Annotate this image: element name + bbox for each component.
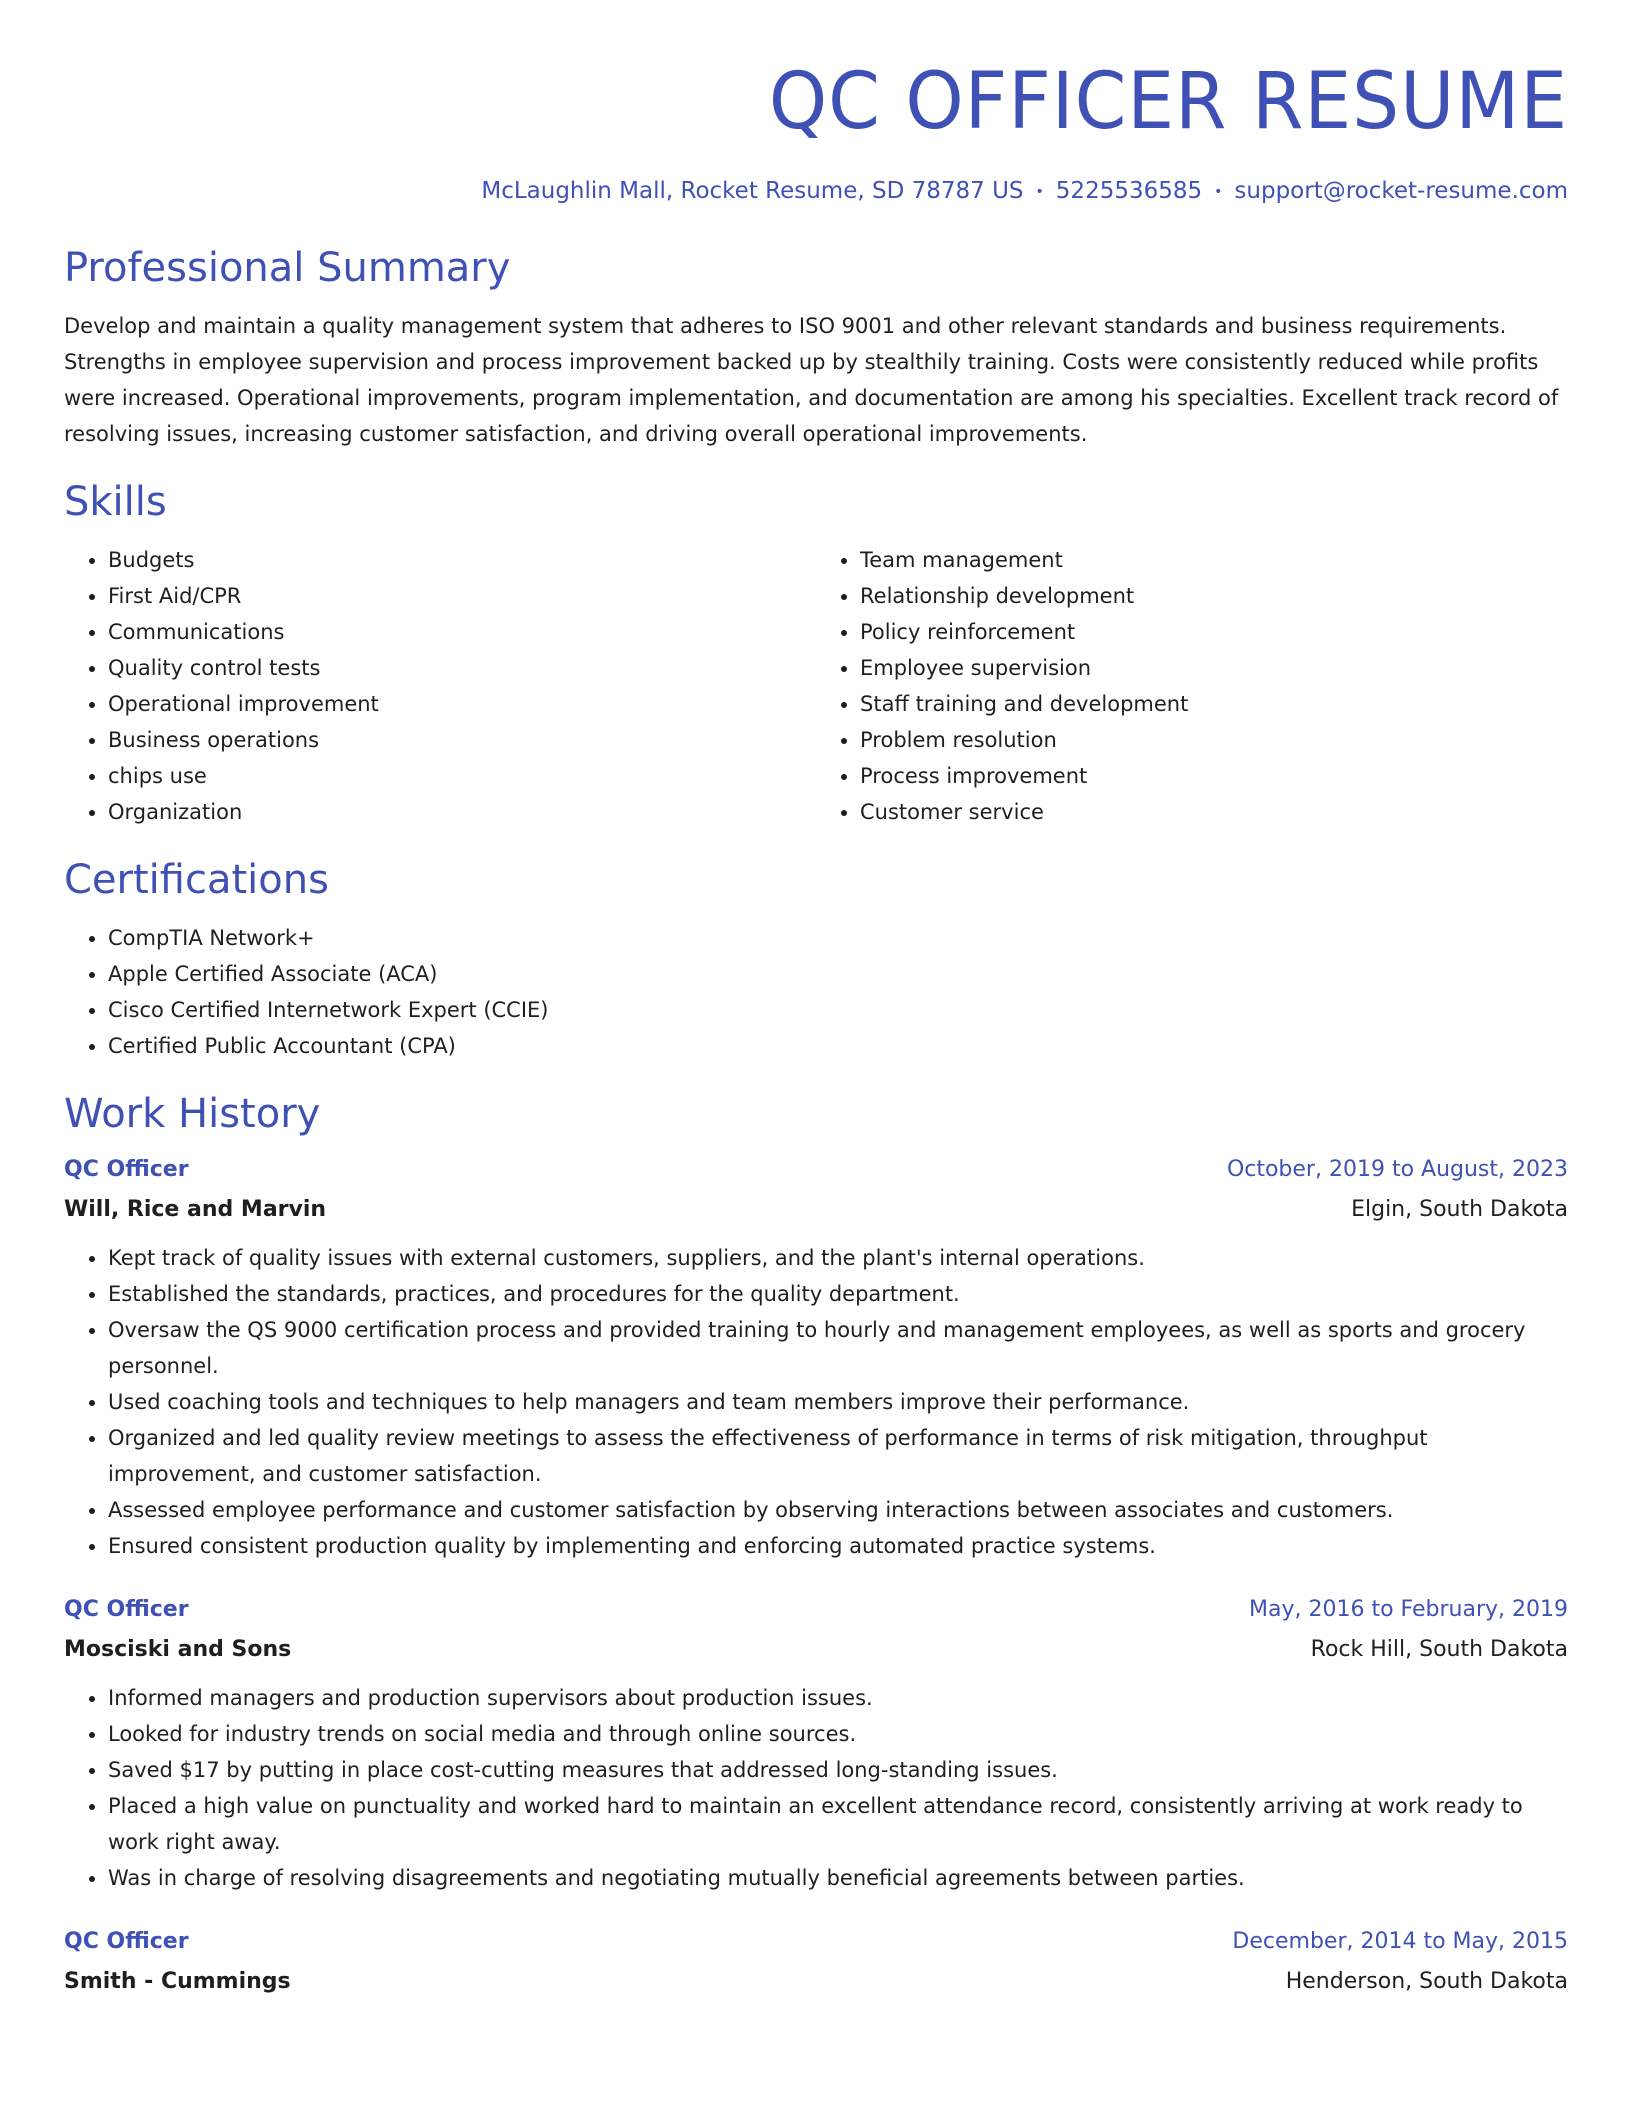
list-item: • Staff training and development bbox=[860, 686, 1568, 722]
job-title-row bbox=[64, 1922, 1568, 1962]
list-item: • Placed a high value on punctuality and worked hard to maintain an excellent attendance record, consistently arriving at work ready to work right away. bbox=[108, 1788, 1568, 1860]
list-item: • Quality control tests bbox=[108, 650, 816, 686]
list-item: • Communications bbox=[108, 614, 816, 650]
job-entry bbox=[64, 1150, 1568, 1564]
job-company: Smith - Cummings bbox=[64, 1968, 291, 1994]
job-bullets bbox=[64, 1680, 1568, 1896]
job-bullets bbox=[64, 1240, 1568, 1564]
skills-columns bbox=[64, 542, 1568, 830]
list-item: • Certified Public Accountant (CPA) bbox=[108, 1028, 1568, 1064]
resume-page bbox=[64, 50, 1568, 2002]
summary-heading: Professional Summary bbox=[64, 244, 511, 291]
list-item: • Kept track of quality issues with external customers, suppliers, and the plant's internal operations. bbox=[108, 1240, 1568, 1276]
skills-list-left bbox=[64, 542, 816, 830]
list-item: • Budgets bbox=[108, 542, 816, 578]
list-item: • Organized and led quality review meetings to assess the effectiveness of performance in terms of risk mitigation, throughput improvement, and customer satisfaction. bbox=[108, 1420, 1568, 1492]
list-item: • Used coaching tools and techniques to help managers and team members improve their performance. bbox=[108, 1384, 1568, 1420]
list-item: • Cisco Certified Internetwork Expert (CCIE) bbox=[108, 992, 1568, 1028]
job-location: Henderson, South Dakota bbox=[1285, 1968, 1568, 1994]
list-item: • Customer service bbox=[860, 794, 1568, 830]
job-company: Mosciski and Sons bbox=[64, 1636, 292, 1662]
resume-title: QC OFFICER RESUME bbox=[768, 57, 1568, 147]
job-title: QC Officer bbox=[64, 1596, 189, 1622]
list-item: • Relationship development bbox=[860, 578, 1568, 614]
contact-address: McLaughlin Mall, Rocket Resume, SD 78787 US bbox=[481, 178, 1024, 204]
contact-separator: • bbox=[1214, 183, 1223, 200]
work-history-heading: Work History bbox=[64, 1090, 321, 1137]
job-company-row bbox=[64, 1962, 1568, 2002]
job-company: Will, Rice and Marvin bbox=[64, 1196, 327, 1222]
job-company-row bbox=[64, 1630, 1568, 1670]
contact-line bbox=[64, 174, 1568, 209]
contact-email[interactable]: support@rocket-resume.com bbox=[1234, 178, 1568, 204]
certifications-heading: Certifications bbox=[64, 856, 329, 903]
list-item: • Process improvement bbox=[860, 758, 1568, 794]
list-item: • Apple Certified Associate (ACA) bbox=[108, 956, 1568, 992]
contact-phone: 5225536585 bbox=[1055, 178, 1203, 204]
list-item: • Team management bbox=[860, 542, 1568, 578]
summary-text: Develop and maintain a quality management system that adheres to ISO 9001 and other relevant standards and business requirements. Strengths in employee supervision and process improvement backed up by stealthily training. Costs were consistently reduced while profits were increased. Operational improvements, program implementation, and documentation are among his specialties. Excellent track record of resolving issues, increasing customer satisfaction, and driving overall operational improvements. bbox=[64, 313, 1559, 446]
job-title: QC Officer bbox=[64, 1928, 189, 1954]
list-item: • Employee supervision bbox=[860, 650, 1568, 686]
list-item: • Operational improvement bbox=[108, 686, 816, 722]
list-item: • Established the standards, practices, and procedures for the quality department. bbox=[108, 1276, 1568, 1312]
list-item: • First Aid/CPR bbox=[108, 578, 816, 614]
job-title-row bbox=[64, 1150, 1568, 1190]
job-title: QC Officer bbox=[64, 1156, 189, 1182]
list-item: • Problem resolution bbox=[860, 722, 1568, 758]
list-item: • Organization bbox=[108, 794, 816, 830]
list-item: • Saved $17 by putting in place cost-cutting measures that addressed long-standing issues. bbox=[108, 1752, 1568, 1788]
list-item: • Policy reinforcement bbox=[860, 614, 1568, 650]
list-item: • Assessed employee performance and customer satisfaction by observing interactions between associates and customers. bbox=[108, 1492, 1568, 1528]
list-item: • Oversaw the QS 9000 certification process and provided training to hourly and management employees, as well as sports and grocery personnel. bbox=[108, 1312, 1568, 1384]
certifications-list bbox=[64, 920, 1568, 1064]
job-location: Elgin, South Dakota bbox=[1351, 1196, 1568, 1222]
list-item: • Was in charge of resolving disagreements and negotiating mutually beneficial agreements between parties. bbox=[108, 1860, 1568, 1896]
job-dates: October, 2019 to August, 2023 bbox=[1226, 1156, 1568, 1182]
list-item: • Ensured consistent production quality by implementing and enforcing automated practice systems. bbox=[108, 1528, 1568, 1564]
skills-list-right bbox=[816, 542, 1568, 830]
job-entry bbox=[64, 1922, 1568, 2002]
list-item: • Informed managers and production supervisors about production issues. bbox=[108, 1680, 1568, 1716]
list-item: • chips use bbox=[108, 758, 816, 794]
list-item: • Business operations bbox=[108, 722, 816, 758]
skills-heading: Skills bbox=[64, 478, 167, 525]
job-company-row bbox=[64, 1190, 1568, 1230]
job-dates: May, 2016 to February, 2019 bbox=[1249, 1596, 1568, 1622]
job-entry bbox=[64, 1590, 1568, 1896]
list-item: • Looked for industry trends on social media and through online sources. bbox=[108, 1716, 1568, 1752]
contact-separator: • bbox=[1035, 183, 1044, 200]
job-dates: December, 2014 to May, 2015 bbox=[1232, 1928, 1568, 1954]
list-item: • CompTIA Network+ bbox=[108, 920, 1568, 956]
job-location: Rock Hill, South Dakota bbox=[1310, 1636, 1568, 1662]
job-title-row bbox=[64, 1590, 1568, 1630]
